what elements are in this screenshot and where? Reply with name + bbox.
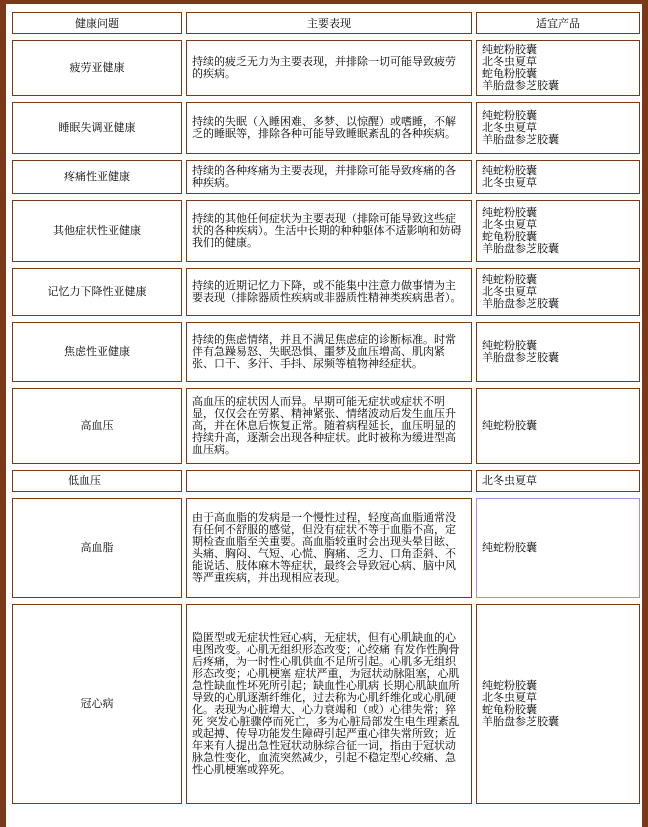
product-item: 北冬虫夏草 [482, 474, 537, 487]
cell-problem: 冠心病 [12, 604, 182, 804]
cell-problem: 低血压 [12, 470, 182, 492]
product-item: 北冬虫夏草 [482, 176, 537, 189]
product-item: 纯蛇粉胶囊 [482, 273, 537, 286]
cell-problem: 睡眠失调亚健康 [12, 102, 182, 154]
cell-symptoms: 持续的疲乏无力为主要表现，并排除一切可能导致疲劳的疾病。 [186, 40, 472, 96]
cell-problem: 其他症状性亚健康 [12, 200, 182, 262]
cell-products [476, 604, 640, 804]
table-row [12, 160, 640, 194]
table-row [12, 200, 640, 262]
cell-products [476, 268, 640, 316]
cell-products [476, 200, 640, 262]
cell-problem: 高血脂 [12, 498, 182, 598]
product-item: 北冬虫夏草 [482, 285, 537, 298]
cell-products [476, 40, 640, 96]
cell-problem: 记忆力下降性亚健康 [12, 268, 182, 316]
product-item: 纯蛇粉胶囊 [482, 206, 537, 219]
cell-products [476, 322, 640, 382]
cell-products [476, 498, 640, 598]
header-products: 适宜产品 [476, 12, 640, 34]
cell-products [476, 388, 640, 464]
product-item: 北冬虫夏草 [482, 121, 537, 134]
product-item: 蛇龟粉胶囊 [482, 67, 537, 80]
table-row [12, 322, 640, 382]
product-item: 纯蛇粉胶囊 [482, 679, 537, 692]
product-item: 羊胎盘参芝胶囊 [482, 297, 559, 310]
cell-symptoms: 持续的其他任何症状为主要表现（排除可能导致这些症状的各种疾病）。生活中长期的种种躯体不适影响和妨碍我们的健康。 [186, 200, 472, 262]
cell-symptoms: 高血压的症状因人而异。早期可能无症状或症状不明显，仅仅会在劳累、精神紧张、情绪波动后发生血压升高，并在休息后恢复正常。随着病程延长，血压明显的持续升高，逐渐会出现各种症状。此时被称为缓进型高血压病。 [186, 388, 472, 464]
table-row [12, 498, 640, 598]
cell-symptoms: 持续的近期记忆力下降，或不能集中注意力做事情为主要表现（排除器质性疾病或非器质性精神类疾病患者）。 [186, 268, 472, 316]
cell-symptoms [186, 470, 472, 492]
product-item: 蛇龟粉胶囊 [482, 230, 537, 243]
health-products-table [8, 6, 644, 810]
cell-symptoms: 由于高血脂的发病是一个慢性过程，轻度高血脂通常没有任何不舒服的感觉，但没有症状不等于血脂不高，定期检查血脂至关重要。高血脂较重时会出现头晕目眩、头痛、胸闷、气短、心慌、胸痛、乏力、口角歪斜、不能说话、肢体麻木等症状，最终会导致冠心病、脑中风等严重疾病，并出现相应表现。 [186, 498, 472, 598]
cell-problem: 焦虑性亚健康 [12, 322, 182, 382]
cell-problem: 疲劳亚健康 [12, 40, 182, 96]
product-item: 羊胎盘参芝胶囊 [482, 351, 559, 364]
table-row [12, 470, 640, 492]
product-item: 纯蛇粉胶囊 [482, 541, 537, 554]
product-item: 羊胎盘参芝胶囊 [482, 715, 559, 728]
product-item: 纯蛇粉胶囊 [482, 164, 537, 177]
product-item: 纯蛇粉胶囊 [482, 109, 537, 122]
table-body [12, 40, 640, 804]
product-item: 羊胎盘参芝胶囊 [482, 133, 559, 146]
cell-problem: 疼痛性亚健康 [12, 160, 182, 194]
product-item: 北冬虫夏草 [482, 55, 537, 68]
cell-products [476, 102, 640, 154]
cell-symptoms: 持续的各种疼痛为主要表现，并排除可能导致疼痛的各种疾病。 [186, 160, 472, 194]
cell-products [476, 160, 640, 194]
cell-symptoms: 隐匿型或无症状性冠心病，无症状，但有心肌缺血的心电图改变。心肌无组织形态改变；心绞痛 有发作性胸骨后疼痛，为一时性心肌供血不足所引起。心肌多无组织形态改变；心肌梗塞 症状严重，为冠状动脉阻塞，心肌急性缺血性坏死所引起；缺血性心肌病 长期心肌缺血所导致的心肌逐渐纤维化，过去称为心肌纤维化或心肌硬化。表现为心脏增大、心力衰竭和（或）心律失常；猝死 突发心脏骤停而死亡，多为心脏局部发生电生理紊乱或起搏、传导功能发生障碍引起严重心律失常所致；近年来有人提出急性冠状动脉综合征一词，指由于冠状动脉急性变化，血流突然减少，引起不稳定型心绞痛、急性心肌梗塞或猝死。 [186, 604, 472, 804]
table-row [12, 604, 640, 804]
product-item: 纯蛇粉胶囊 [482, 339, 537, 352]
table-row [12, 388, 640, 464]
product-item: 北冬虫夏草 [482, 218, 537, 231]
product-item: 羊胎盘参芝胶囊 [482, 242, 559, 255]
product-item: 纯蛇粉胶囊 [482, 419, 537, 432]
table-row [12, 40, 640, 96]
product-item: 羊胎盘参芝胶囊 [482, 79, 559, 92]
cell-symptoms: 持续的焦虑情绪，并且不满足焦虑症的诊断标准。时常伴有急躁易怒、失眠恐惧、噩梦及血压增高、肌肉紧张、口干、多汗、手抖、尿频等植物神经症状。 [186, 322, 472, 382]
cell-problem: 高血压 [12, 388, 182, 464]
product-item: 北冬虫夏草 [482, 691, 537, 704]
product-item: 纯蛇粉胶囊 [482, 43, 537, 56]
cell-products [476, 470, 640, 492]
table-row [12, 268, 640, 316]
cell-symptoms: 持续的失眠（入睡困难、多梦、以惊醒）或嗜睡，不解乏的睡眠等，排除各种可能导致睡眠紊乱的各种疾病。 [186, 102, 472, 154]
header-symptoms: 主要表现 [186, 12, 472, 34]
header-row [12, 12, 640, 34]
table-row [12, 102, 640, 154]
header-problem: 健康问题 [12, 12, 182, 34]
product-item: 蛇龟粉胶囊 [482, 703, 537, 716]
